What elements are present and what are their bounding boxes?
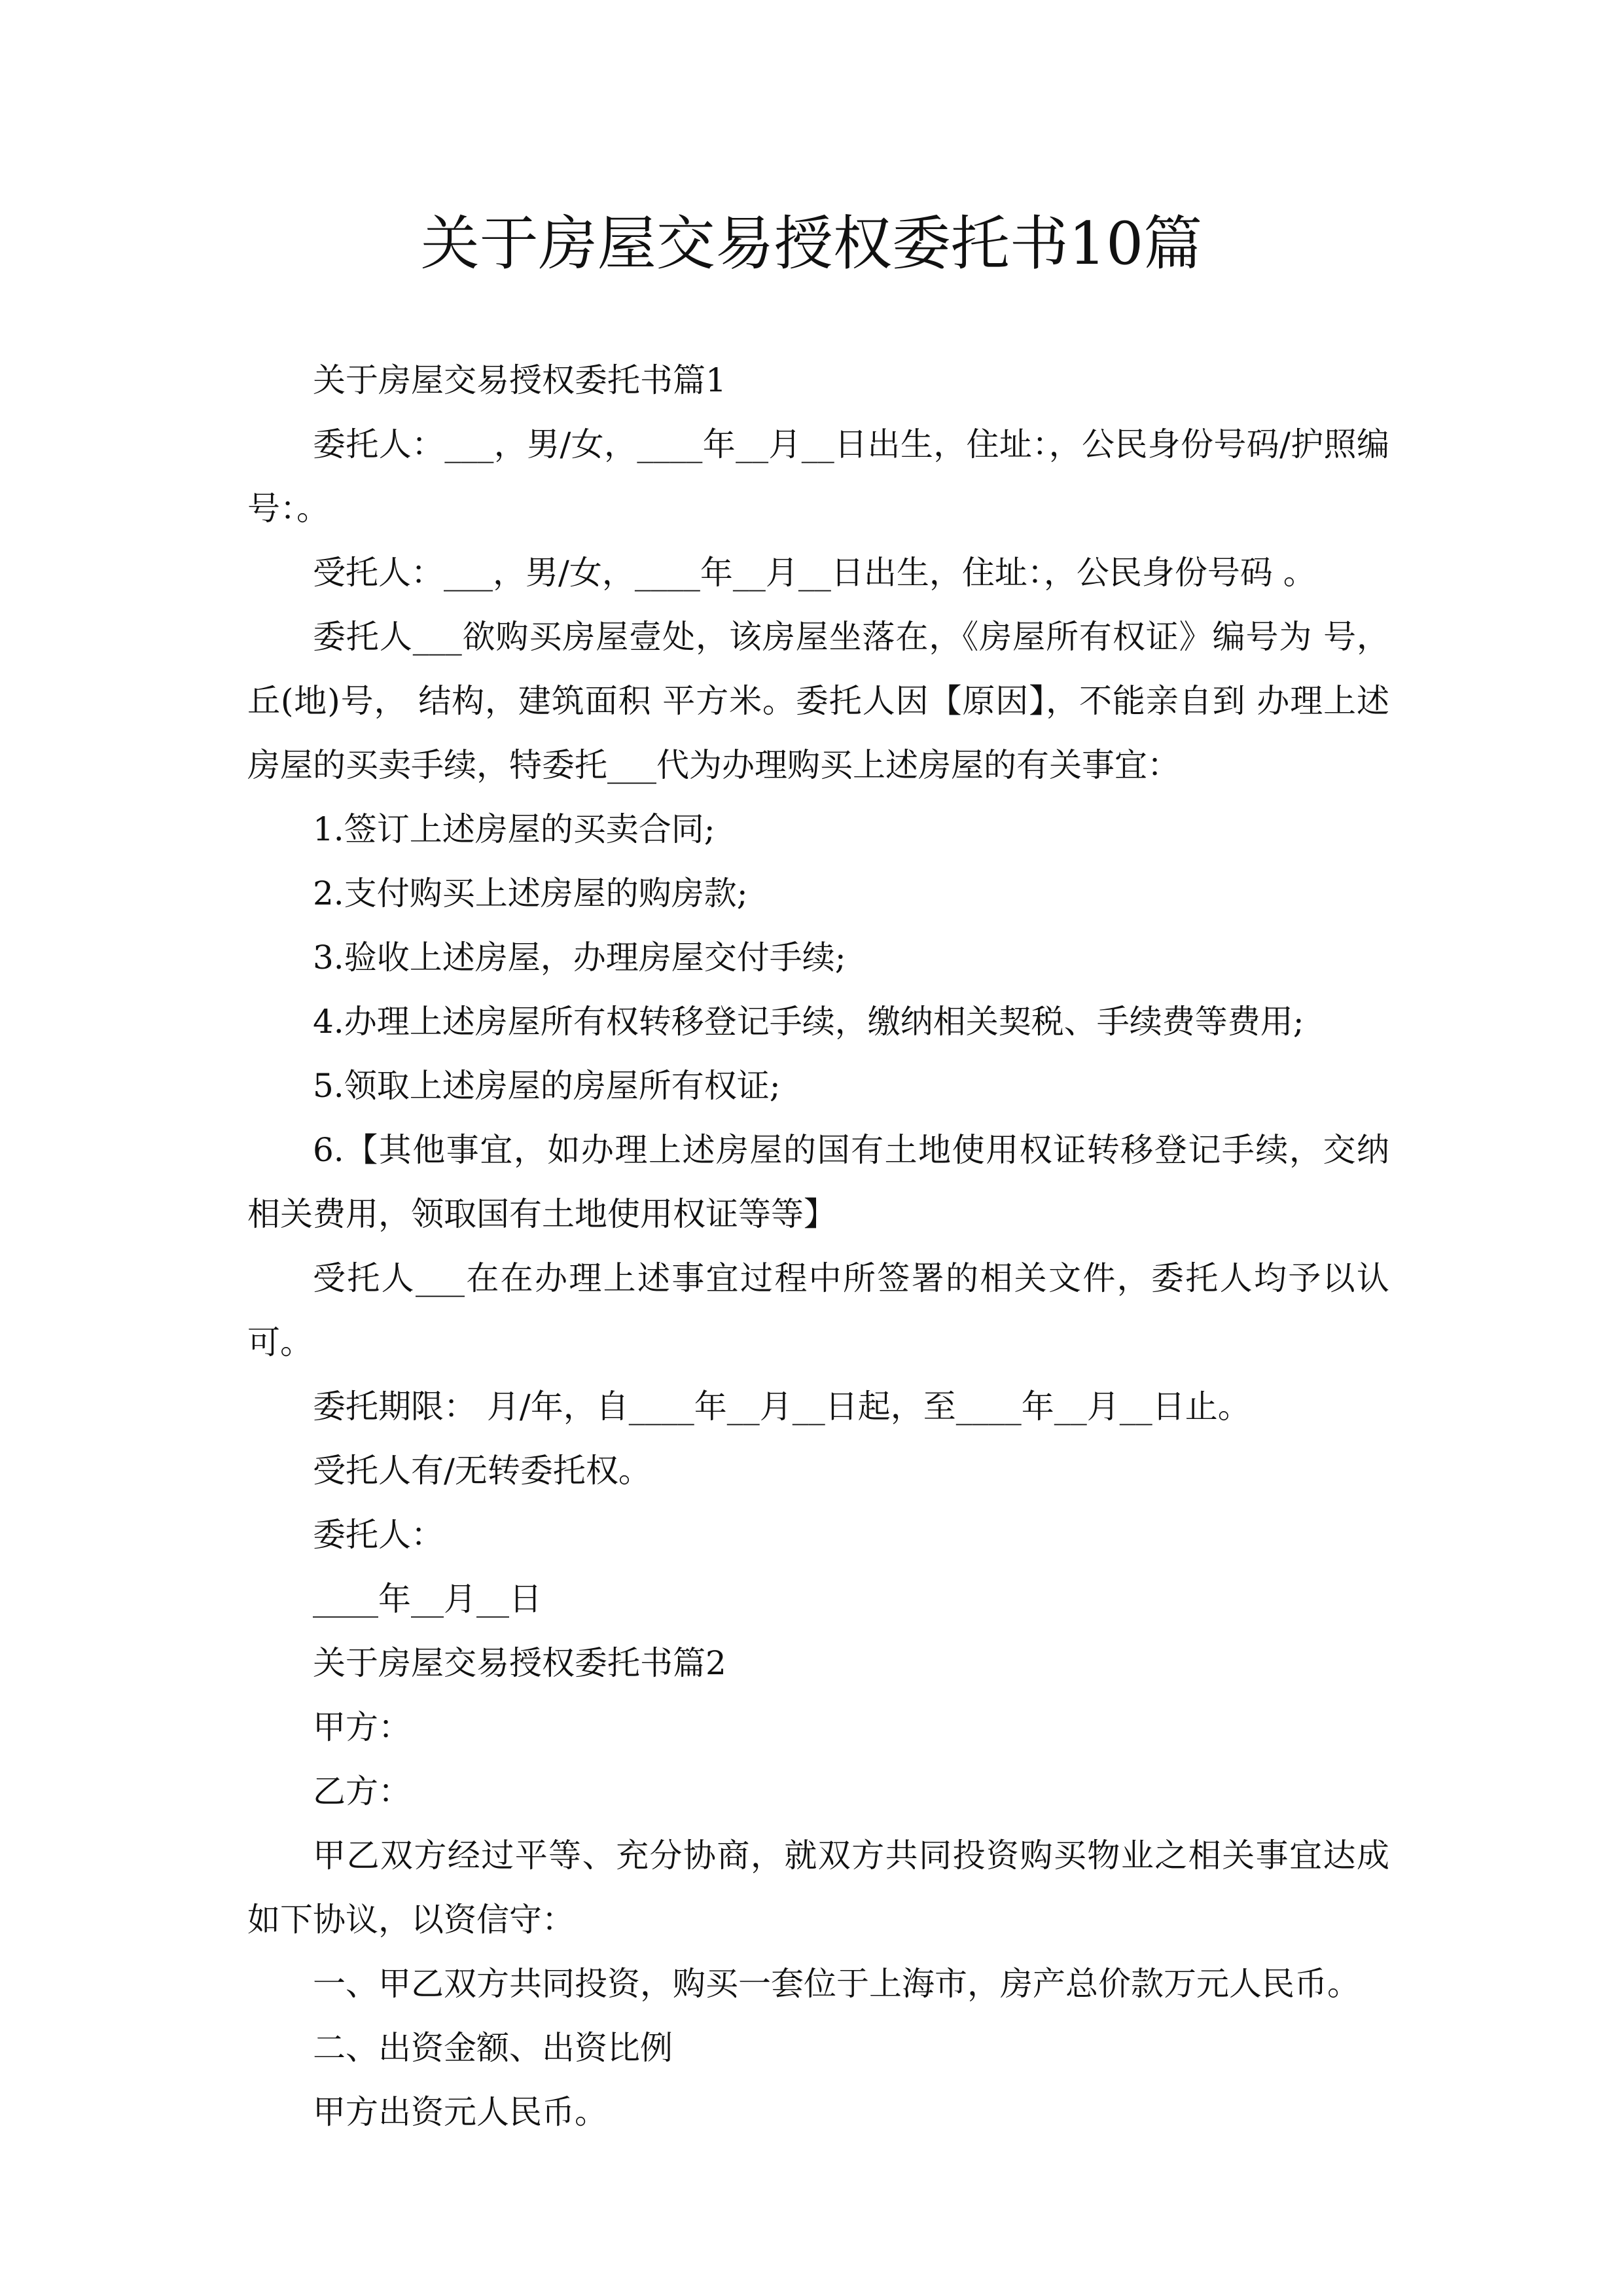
list-item: 4.办理上述房屋所有权转移登记手续，缴纳相关契税、手续费等费用;	[313, 1003, 1304, 1041]
paragraph: 受托人___在在办理上述事宜过程中所签署的相关文件，委托人均予以认可。	[247, 1259, 1389, 1361]
list-item: 3.验收上述房屋，办理房屋交付手续;	[313, 939, 846, 977]
paragraph: 受托人有/无转委托权。	[313, 1452, 651, 1490]
party-a-label: 甲方：	[313, 1708, 411, 1746]
section-heading: 关于房屋交易授权委托书篇1	[313, 361, 726, 399]
paragraph: 一、甲乙双方共同投资，购买一套位于上海市，房产总价款万元人民币。	[313, 1965, 1360, 2003]
list-item: 6.【其他事宜，如办理上述房屋的国有土地使用权证转移登记手续，交纳相关费用，领取国有土地使用权证等等】	[247, 1131, 1389, 1233]
paragraph: 受托人：___，男/女，____年__月__日出生，住址：，公民身份号码 。	[313, 554, 1316, 592]
list-item: 5.领取上述房屋的房屋所有权证;	[313, 1067, 781, 1105]
document-body	[247, 348, 1389, 2144]
signature-date: ____年__月__日	[313, 1580, 542, 1618]
paragraph: 委托人：___，男/女，____年__月__日出生，住址：，公民身份号码/护照编号：。	[247, 425, 1389, 528]
list-item: 2.支付购买上述房屋的购房款;	[313, 874, 748, 912]
paragraph: 委托人___欲购买房屋壹处，该房屋坐落在，《房屋所有权证》编号为 号，丘(地)号， 结构，建筑面积 平方米。委托人因【原因】，不能亲自到 办理上述房屋的买卖手续，特委托___代为办理购买上述房屋的有关事宜：	[247, 618, 1389, 784]
document-title: 关于房屋交易授权委托书10篇	[420, 209, 1203, 278]
party-b-label: 乙方：	[313, 1772, 411, 1810]
paragraph: 委托期限： 月/年，自____年__月__日起，至____年__月__日止。	[313, 1388, 1251, 1426]
paragraph: 二、出资金额、出资比例	[313, 2029, 673, 2067]
paragraph: 甲乙双方经过平等、充分协商，就双方共同投资购买物业之相关事宜达成如下协议，以资信守：	[247, 1837, 1389, 1939]
signature-label: 委托人：	[313, 1516, 444, 1554]
section-heading: 关于房屋交易授权委托书篇2	[313, 1644, 726, 1682]
list-item: 1.签订上述房屋的买卖合同;	[313, 810, 715, 848]
paragraph: 甲方出资元人民币。	[313, 2093, 607, 2131]
